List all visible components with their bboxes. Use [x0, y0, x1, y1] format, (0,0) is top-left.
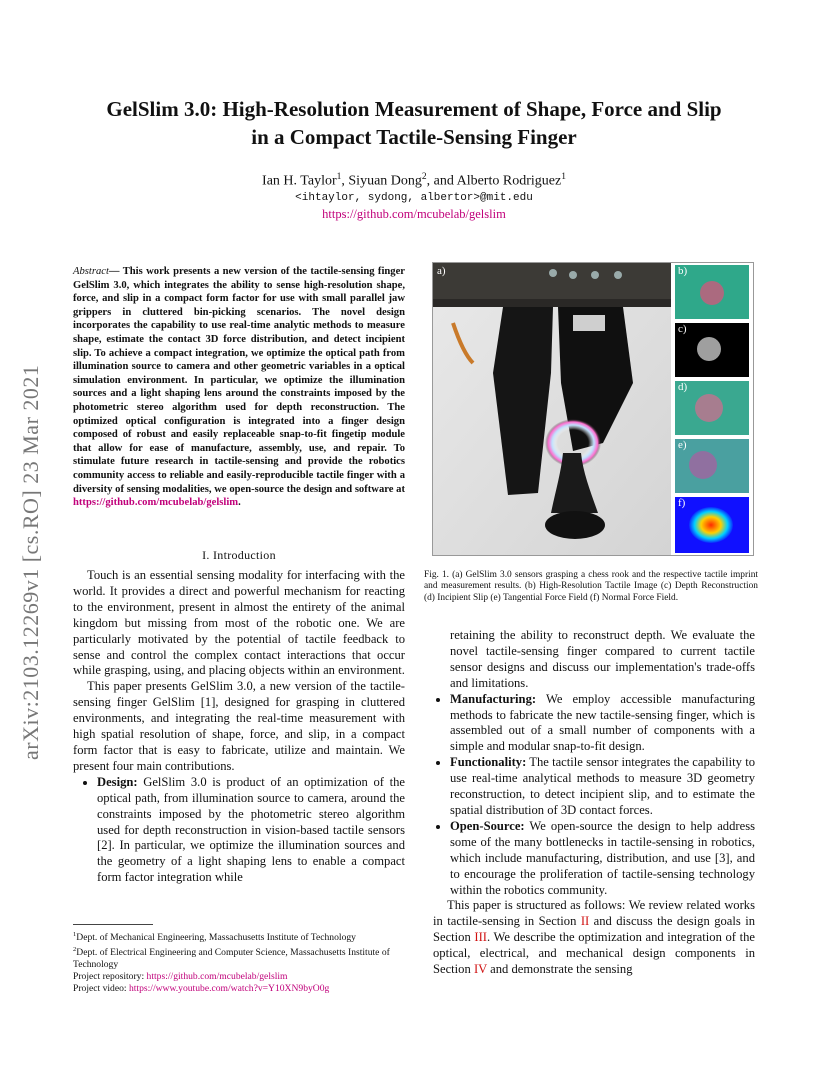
footnote-text: Dept. of Electrical Engineering and Computer Science, Massachusetts Institute of Technology	[73, 947, 390, 970]
paper-title	[60, 95, 768, 151]
repo-link[interactable]: https://github.com/mcubelab/gelslim	[322, 207, 506, 221]
footnote-text: Dept. of Mechanical Engineering, Massachusetts Institute of Technology	[76, 932, 356, 944]
panel-label-c: c)	[678, 323, 687, 335]
video-footnote-link[interactable]: https://www.youtube.com/watch?v=Y10XN9byO0g	[128, 982, 330, 994]
footnote-repo	[73, 971, 405, 983]
bullet-text: The tactile sensor integrates the capability to use real-time analytical methods to measure 3D geometry reconstruction, to detect incipient slip, and to estimate the spatial distribution of 3D contact forces.	[450, 755, 755, 817]
left-column	[73, 568, 405, 886]
affiliation-mark: 2	[421, 172, 427, 182]
footnote-2	[73, 944, 405, 971]
abstract-dash: —	[108, 266, 120, 277]
section-heading: I. Introduction	[202, 548, 276, 562]
contribution-list	[73, 775, 405, 886]
footnote-label: Project repository:	[73, 970, 147, 982]
title-line-2: in a Compact Tactile-Sensing Finger	[251, 125, 577, 149]
footnotes	[73, 924, 405, 994]
bullet-text: GelSlim 3.0 is product of an optimization of the optical path, from illumination source to camera, around the constraints imposed by the photometric stereo algorithm used for depth reconstruction in vision-based tactile sensors [2]. In particular, we optimize the illumination sources and the geometry of a light shaping lens to enable a compact form factor integration while	[97, 774, 405, 885]
title-line-1: GelSlim 3.0: High-Resolution Measurement of Shape, Force and Slip	[106, 97, 722, 121]
abstract-link[interactable]: https://github.com/mcubelab/gelslim	[73, 497, 239, 509]
affiliation-mark: 1	[73, 931, 77, 938]
bullet-label: Manufacturing:	[450, 691, 537, 706]
section-ref-iv[interactable]: IV	[473, 962, 487, 977]
contribution-list-continued	[433, 692, 755, 899]
author-list: Ian H. Taylor$^1$, Siyuan Dong$^2$, and Alberto Rodriguez$^1$	[262, 172, 566, 189]
author-name: Ian H. Taylor	[262, 173, 337, 189]
bullet-label: Design:	[97, 774, 138, 789]
abstract-label: Abstract	[73, 266, 109, 277]
panel-label-e: e)	[678, 439, 687, 451]
figure-1	[432, 262, 754, 556]
list-item	[450, 692, 755, 756]
text-run: and demonstrate the sensing	[487, 962, 633, 977]
affiliation-mark: 1	[336, 172, 342, 182]
footnote-label: Project video:	[73, 982, 129, 994]
author-name: and Alberto Rodriguez	[433, 173, 562, 189]
repo-footnote-link[interactable]: https://github.com/mcubelab/gelslim	[146, 970, 288, 982]
abstract	[73, 265, 405, 510]
arxiv-stamp: arXiv:2103.12269v1 [cs.RO] 23 Mar 2021	[18, 364, 43, 760]
abstract-text: This work presents a new version of the tactile-sensing finger GelSlim 3.0, which integrates the ability to sense high-resolution shape, force, and slip in a compact form factor for use with small parallel jaw grippers in cluttered bin-picking scenarios. The novel design incorporates the capability to use real-time analytic methods to measure shape, estimate the contact 3D force distribution, and detect incipient slip. To achieve a compact integration, we optimize the optical path from illumination source to camera and other geometric variables in a optical simulation environment. In particular, we optimize the illumination sources and a light shaping lens around the constraints imposed by the photometric stereo algorithm used for depth reconstruction. The optimized optical configuration is integrated into a finger design composed of robust and easily replaceable snap-to-fit fingetip module that allow for ease of manufacture, assembly, use, and repair. To stimulate future research in tactile-sensing and provide the robotics community access to reliable and easily-reproducible tactile finger with a diversity of sensing modalities, we open-source the design and software at	[73, 266, 405, 495]
footnote-rule	[73, 924, 153, 925]
structure-paragraph	[433, 898, 755, 978]
bullet-label: Open-Source:	[450, 818, 525, 833]
right-column	[433, 628, 755, 978]
affiliation-mark: 2	[73, 945, 77, 953]
intro-paragraph-2: This paper presents GelSlim 3.0, a new version of the tactile-sensing finger GelSlim [1], designed for grasping in cluttered environments, and integrating the real-time measurement with high spatial resolution of shape, force, and slip, in a compact form factor that is easy to fabricate, utilize and maintain. We present four main contributions.	[73, 679, 405, 773]
design-continuation: retaining the ability to reconstruct depth. We evaluate the novel tactile-sensing finger compared to current tactile sensor designs and discuss our implementation's trade-offs and limitations.	[450, 628, 755, 690]
footnote-video	[73, 983, 405, 995]
author-name: Siyuan Dong	[348, 173, 422, 189]
panel-label-a: a)	[437, 265, 446, 277]
figure-1-graphic	[433, 263, 753, 555]
panel-label-f: f)	[678, 497, 686, 509]
section-ref-ii[interactable]: II	[580, 914, 590, 929]
panel-label-d: d)	[678, 381, 688, 393]
figure-caption: Fig. 1. (a) GelSlim 3.0 sensors grasping a chess rook and the respective tactile imprint and measurement results. (b) High-Resolution Tactile Image (c) Depth Reconstruction (d) Incipient Slip (e) Tangential Force Field (f) Normal Force Field.	[424, 570, 758, 603]
section-ref-iii[interactable]: III	[474, 930, 487, 945]
text-run: and discuss the design goals in Section	[433, 914, 756, 945]
affiliation-mark: 1	[561, 172, 566, 182]
list-item	[97, 775, 405, 886]
bullet-label: Functionality:	[450, 755, 527, 770]
bullet-text: We employ accessible manufacturing methods to fabricate the new tactile-sensing finger, which is assembled out of a small number of components with a simple and modular snap-to-fit design.	[450, 691, 755, 754]
text-run: . We describe the optimization and integration of the optical, electrical, and mechanical design components in Section	[433, 930, 755, 977]
footnote-1	[73, 929, 405, 944]
text-run: This paper is structured as follows: We review related works in tactile-sensing in Section	[433, 898, 755, 929]
intro-paragraph-1: Touch is an essential sensing modality for interfacing with the world. It provides a direct and powerful mechanism for reacting to the environment, present in almost the entirety of the animal kingdom but missing from most of the robotic one. We are particularly motivated by the potential of tactile feedback to sense and control the complex contact interactions that occur while grasping, using, and placing objects within an environment.	[73, 568, 405, 678]
list-item	[450, 819, 755, 899]
bullet-text: We open-source the design to help address some of the many bottlenecks in tactile-sensing in robotics, which include manufacturing, distribution, and use [3], and to encourage the proliferation of tactile-sensing technology within the robotics community.	[450, 818, 755, 897]
abstract-end: .	[238, 497, 241, 509]
panel-label-b: b)	[678, 265, 688, 277]
list-item	[450, 755, 755, 819]
author-emails: <ihtaylor, sydong, albertor>@mit.edu	[295, 192, 533, 204]
